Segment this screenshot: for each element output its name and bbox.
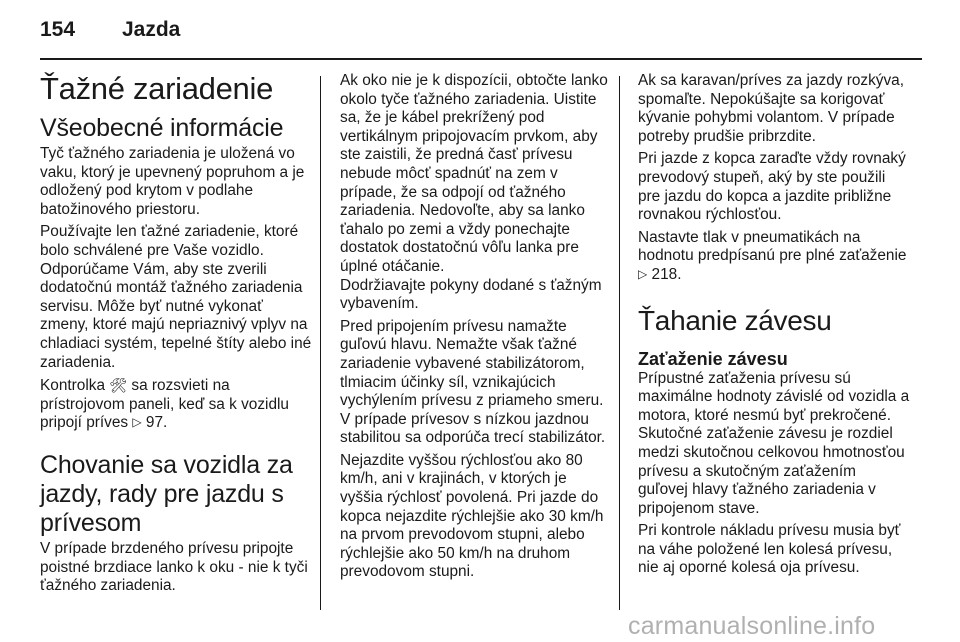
paragraph: Ak oko nie je k dispozícii, obtočte lanko okolo tyče ťažného zariadenia. Uistite sa, že je kábel prekrížený pod vertikálnym pripojovacím prvkom, aby ste zaistili, že predná časť prívesu nebude môcť spadnúť na zem v prípade, že sa odpojí od ťažného zariadenia. Nedovoľte, aby sa lanko ťahalo po zemi a vždy ponechajte dostatok dostatočnú vôľu lanka pre úplné otáčanie. — [340, 72, 608, 275]
page-number: 154 — [40, 18, 76, 41]
subtitle-general-info: Všeobecné informácie — [40, 114, 284, 142]
triangle-right-icon: ▷ — [638, 266, 648, 281]
column-divider-2 — [619, 76, 620, 610]
paragraph-pressure — [638, 229, 910, 285]
column-divider-1 — [320, 76, 321, 610]
column-3 — [638, 72, 910, 578]
page-header — [40, 18, 922, 52]
paragraph: Používajte len ťažné zariadenie, ktoré bolo schválené pre Vaše vozidlo. Odporúčame Vám, aby ste zverili dodatočnú montáž ťažného zariadenia servisu. Môže byť nutné vykonať zmeny, ktoré majú nepriaznivý vplyv na chladiaci systém, tepelné štíty alebo iné zariadenia. — [40, 223, 312, 371]
heading-driving-behavior: Chovanie sa vozidla za jazdy, rady pre jazdu s prívesom — [40, 450, 293, 537]
section-name: Jazda — [122, 18, 181, 41]
triangle-right-icon: ▷ — [132, 415, 142, 430]
subheading-trailer-load: Zaťaženie závesu — [638, 348, 788, 369]
paragraph: Prípustné zaťaženia prívesu sú maximálne hodnoty závislé od vozidla a motora, ktoré nesmú byť prekročené. Skutočné zaťaženie závesu je rozdiel medzi skutočnou celkovou hmotnosťou prívesu a skutočným zaťažením guľovej hlavy ťažného zariadenia v pripojenom stave. — [638, 369, 910, 517]
column-2 — [340, 72, 610, 582]
paragraph: Nejazdite vyššou rýchlosťou ako 80 km/h, ani v krajinách, v ktorých je vyššia rýchlosť povolená. Pri jazde do kopca nejazdite rýchlejšie ako 30 km/h na prvom prevodovom stupni, alebo rýchlejšie ako 50 km/h na druhom prevodovom stupni. — [340, 451, 604, 581]
page-reference[interactable]: 218. — [651, 265, 682, 283]
paragraph: Ak sa karavan/príves za jazdy rozkýva, spomaľte. Nepokúšajte sa korigovať kývanie pohybmi volantom. V prípade potreby prudšie pribrzdite. — [638, 72, 905, 145]
text-fragment: Kontrolka — [40, 377, 106, 395]
column-1 — [40, 72, 312, 596]
paragraph: Tyč ťažného zariadenia je uložená vo vaku, ktorý je upevnený popruhom a je odložený pod krytom v podlahe batožinového priestoru. — [40, 145, 305, 218]
paragraph: Pri jazde z kopca zaraďte vždy rovnaký prevodový stupeň, aký by ste použili pre jazdu do kopca a jazdite približne rovnakou rýchlosťou. — [638, 150, 906, 224]
paragraph-indicator — [40, 376, 312, 433]
heading-towing: Ťahanie závesu — [638, 304, 832, 336]
chapter-title: Ťažné zariadenie — [40, 71, 274, 106]
page-reference[interactable]: 97. — [145, 414, 168, 432]
paragraph: V prípade brzdeného prívesu pripojte poistné brzdiace lanko k oku - nie k tyči ťažného zariadenia. — [40, 539, 308, 595]
paragraph: Pred pripojením prívesu namažte guľovú hlavu. Nemažte však ťažné zariadenie vybavené stabilizátorom, tlmiacim účinky síl, vznikajúcich vychýlením prívesu z priameho smeru. V prípade prívesov s nízkou jazdnou stabilitou sa odporúča trecí stabilizátor. — [340, 317, 606, 447]
trailer-lamp-icon: 🛠 — [109, 377, 128, 394]
paragraph: Pri kontrole nákladu prívesu musia byť na váhe položené len kolesá prívesu, nie aj oporné kolesá oja prívesu. — [638, 522, 901, 577]
text-fragment: Nastavte tlak v pneumatikách na hodnotu predpísanú pre plné zaťaženie — [638, 228, 907, 265]
text-fragment: sa rozsvieti na prístrojovom paneli, keď sa k vozidlu pripojí príves — [40, 377, 289, 432]
watermark: carmanualsonline.info — [628, 612, 876, 640]
header-rule — [40, 58, 922, 60]
paragraph: Dodržiavajte pokyny dodané s ťažným vybavením. — [340, 276, 602, 313]
